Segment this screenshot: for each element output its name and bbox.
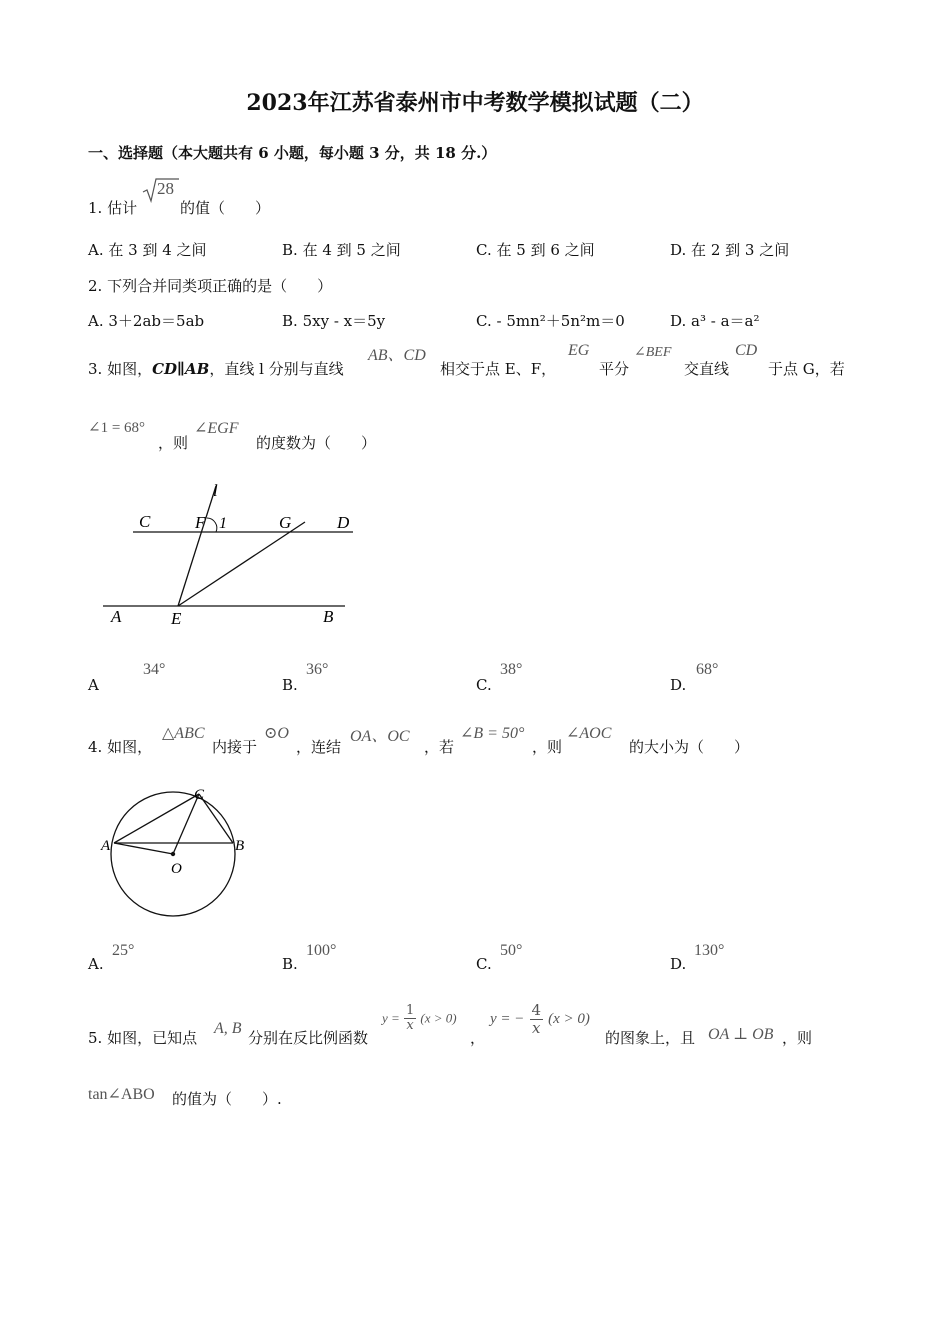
- option-label: D.: [670, 676, 687, 694]
- fraction: [404, 1004, 416, 1033]
- option-d[interactable]: [670, 310, 760, 331]
- label-b: B: [323, 607, 334, 626]
- function-1: [382, 1004, 457, 1033]
- option-text: 在 3 到 4 之间: [108, 241, 207, 259]
- function-domain: (x > 0): [548, 1011, 590, 1027]
- label-e: E: [171, 609, 182, 628]
- fraction-numerator: 1: [405, 1003, 415, 1018]
- label-c: C: [139, 512, 151, 531]
- question-text: ，则: [158, 434, 189, 452]
- option-text: 在 2 到 3 之间: [691, 241, 790, 259]
- question-2: [88, 275, 332, 296]
- question-text: 内接于: [212, 738, 258, 756]
- option-label: C.: [476, 676, 492, 694]
- math-oa-oc: OA、OC: [350, 728, 410, 745]
- question-text: 的图象上，且: [605, 1029, 696, 1047]
- option-text: 5xy - x＝5y: [302, 312, 386, 330]
- question-text: 如图，: [107, 738, 153, 756]
- label-a: A: [101, 838, 111, 854]
- option-d[interactable]: [670, 676, 686, 694]
- sqrt-28: [142, 177, 180, 207]
- label-c: C: [194, 787, 205, 803]
- center-point: [171, 852, 175, 856]
- option-a-value: 25°: [112, 942, 135, 959]
- segment-oc: [173, 794, 199, 854]
- math-cd: CD: [735, 342, 758, 359]
- option-label: A.: [88, 955, 104, 973]
- math-angle-b: ∠B = 50°: [460, 725, 525, 742]
- question-text: ，连结: [296, 738, 342, 756]
- option-b[interactable]: [282, 310, 385, 331]
- fraction-denominator: x: [406, 1018, 414, 1033]
- option-b[interactable]: [282, 239, 401, 260]
- question-text: 的大小为（ ）: [629, 738, 750, 756]
- question-text: 的值（ ）: [180, 199, 271, 217]
- question-number: 2.: [88, 277, 103, 295]
- option-b-value: 100°: [306, 942, 337, 959]
- function-2: [490, 1002, 590, 1037]
- option-text: a³ - a＝a²: [691, 312, 760, 330]
- option-b-value: 36°: [306, 661, 329, 678]
- figure-parallel-lines: [95, 478, 365, 628]
- label-d: D: [337, 513, 350, 532]
- option-label: B.: [282, 955, 298, 973]
- option-text: 3＋2ab＝5ab: [108, 312, 205, 330]
- math-cd-parallel-ab: CD∥AB: [152, 360, 210, 378]
- question-text: 相交于点 E、F，: [440, 360, 557, 378]
- math-angle-aoc: ∠AOC: [566, 725, 612, 742]
- question-1: [88, 197, 137, 218]
- question-text: 分别在反比例函数: [248, 1029, 369, 1047]
- label-b: B: [235, 838, 245, 854]
- option-label: C.: [476, 312, 492, 330]
- line-l: [178, 486, 216, 606]
- option-label: D.: [670, 312, 687, 330]
- option-a[interactable]: [88, 955, 104, 973]
- question-number: 5.: [88, 1029, 103, 1047]
- option-d[interactable]: [670, 239, 789, 260]
- option-label: D.: [670, 241, 687, 259]
- label-g: G: [279, 513, 292, 532]
- section-heading: 一、选择题（本大题共有 6 小题，每小题 3 分，共 18 分.）: [88, 144, 497, 162]
- option-c-value: 38°: [500, 661, 523, 678]
- option-c[interactable]: [476, 955, 492, 973]
- option-a-value: 34°: [143, 661, 166, 678]
- angle-1-arc: [207, 518, 217, 532]
- option-c[interactable]: [476, 239, 595, 260]
- question-text: 平分: [599, 360, 630, 378]
- question-3: [88, 358, 344, 379]
- option-label: A.: [88, 241, 104, 259]
- option-label: B.: [282, 241, 298, 259]
- option-text: 在 5 到 6 之间: [496, 241, 595, 259]
- option-label: C.: [476, 955, 492, 973]
- option-label: A.: [88, 312, 104, 330]
- option-c[interactable]: [476, 676, 492, 694]
- label-l: l: [213, 481, 218, 500]
- math-ab-cd: AB、CD: [368, 347, 426, 364]
- fraction: [530, 1002, 544, 1037]
- math-perpendicular: OA ⊥ OB: [708, 1026, 774, 1043]
- fraction-numerator: 4: [531, 1001, 542, 1019]
- math-angle-1: ∠1 = 68°: [88, 420, 146, 436]
- option-label: B.: [282, 676, 298, 694]
- option-text: - 5mn²＋5n²m＝0: [496, 312, 625, 330]
- math-points-ab: A, B: [214, 1020, 242, 1037]
- option-b[interactable]: [282, 676, 298, 694]
- question-text: 如图，: [107, 360, 153, 378]
- question-number: 4.: [88, 738, 103, 756]
- label-a: A: [111, 607, 122, 626]
- question-text: 的值为（ ）.: [172, 1090, 282, 1108]
- function-domain: (x > 0): [420, 1010, 457, 1026]
- question-number: 3.: [88, 360, 103, 378]
- page-title: 2023年江苏省泰州市中考数学模拟试题（二）: [246, 90, 704, 116]
- option-d-value: 68°: [696, 661, 719, 678]
- question-text: 如图，已知点: [107, 1029, 198, 1047]
- question-text: 交直线: [684, 360, 730, 378]
- option-a[interactable]: [88, 310, 204, 331]
- radicand: 28: [157, 179, 174, 198]
- question-text: ，则: [532, 738, 563, 756]
- label-f: F: [195, 513, 206, 532]
- question-text: 下列合并同类项正确的是（ ）: [107, 277, 333, 295]
- math-tan-abo: tan∠ABO: [88, 1086, 155, 1103]
- option-b[interactable]: [282, 955, 298, 973]
- option-label: A: [88, 676, 99, 694]
- option-d[interactable]: [670, 955, 686, 973]
- math-eg: EG: [568, 342, 590, 359]
- option-a[interactable]: [88, 239, 207, 260]
- figure-inscribed-triangle: [95, 780, 255, 920]
- option-c[interactable]: [476, 310, 625, 331]
- question-text: ，若: [424, 738, 455, 756]
- math-angle-bef: ∠BEF: [634, 345, 672, 360]
- function-lhs: y = −: [490, 1011, 525, 1027]
- question-4: [88, 736, 152, 757]
- side-ac: [114, 794, 199, 843]
- question-text: 估计: [107, 199, 138, 217]
- option-label: D.: [670, 955, 687, 973]
- option-a[interactable]: [88, 676, 99, 694]
- side-bc: [199, 794, 233, 843]
- option-label: C.: [476, 241, 492, 259]
- option-text: 在 4 到 5 之间: [302, 241, 401, 259]
- label-o: O: [171, 861, 182, 877]
- option-c-value: 50°: [500, 942, 523, 959]
- line-eg: [178, 522, 305, 606]
- question-text: ，直线 l 分别与直线: [209, 360, 344, 378]
- option-label: B.: [282, 312, 298, 330]
- separator: ，: [470, 1029, 486, 1047]
- label-1: 1: [219, 515, 227, 532]
- question-number: 1.: [88, 199, 103, 217]
- math-angle-egf: ∠EGF: [194, 420, 239, 437]
- segment-oa: [114, 843, 173, 854]
- math-circle-o: ⊙O: [264, 725, 289, 742]
- function-lhs: y =: [382, 1010, 400, 1026]
- math-triangle-abc: △ABC: [162, 725, 205, 742]
- question-text: 于点 G，若: [768, 360, 845, 378]
- question-5: [88, 1027, 197, 1048]
- question-text: 的度数为（ ）: [256, 434, 377, 452]
- option-d-value: 130°: [694, 942, 725, 959]
- fraction-denominator: x: [532, 1019, 541, 1037]
- question-text: ，则: [782, 1029, 813, 1047]
